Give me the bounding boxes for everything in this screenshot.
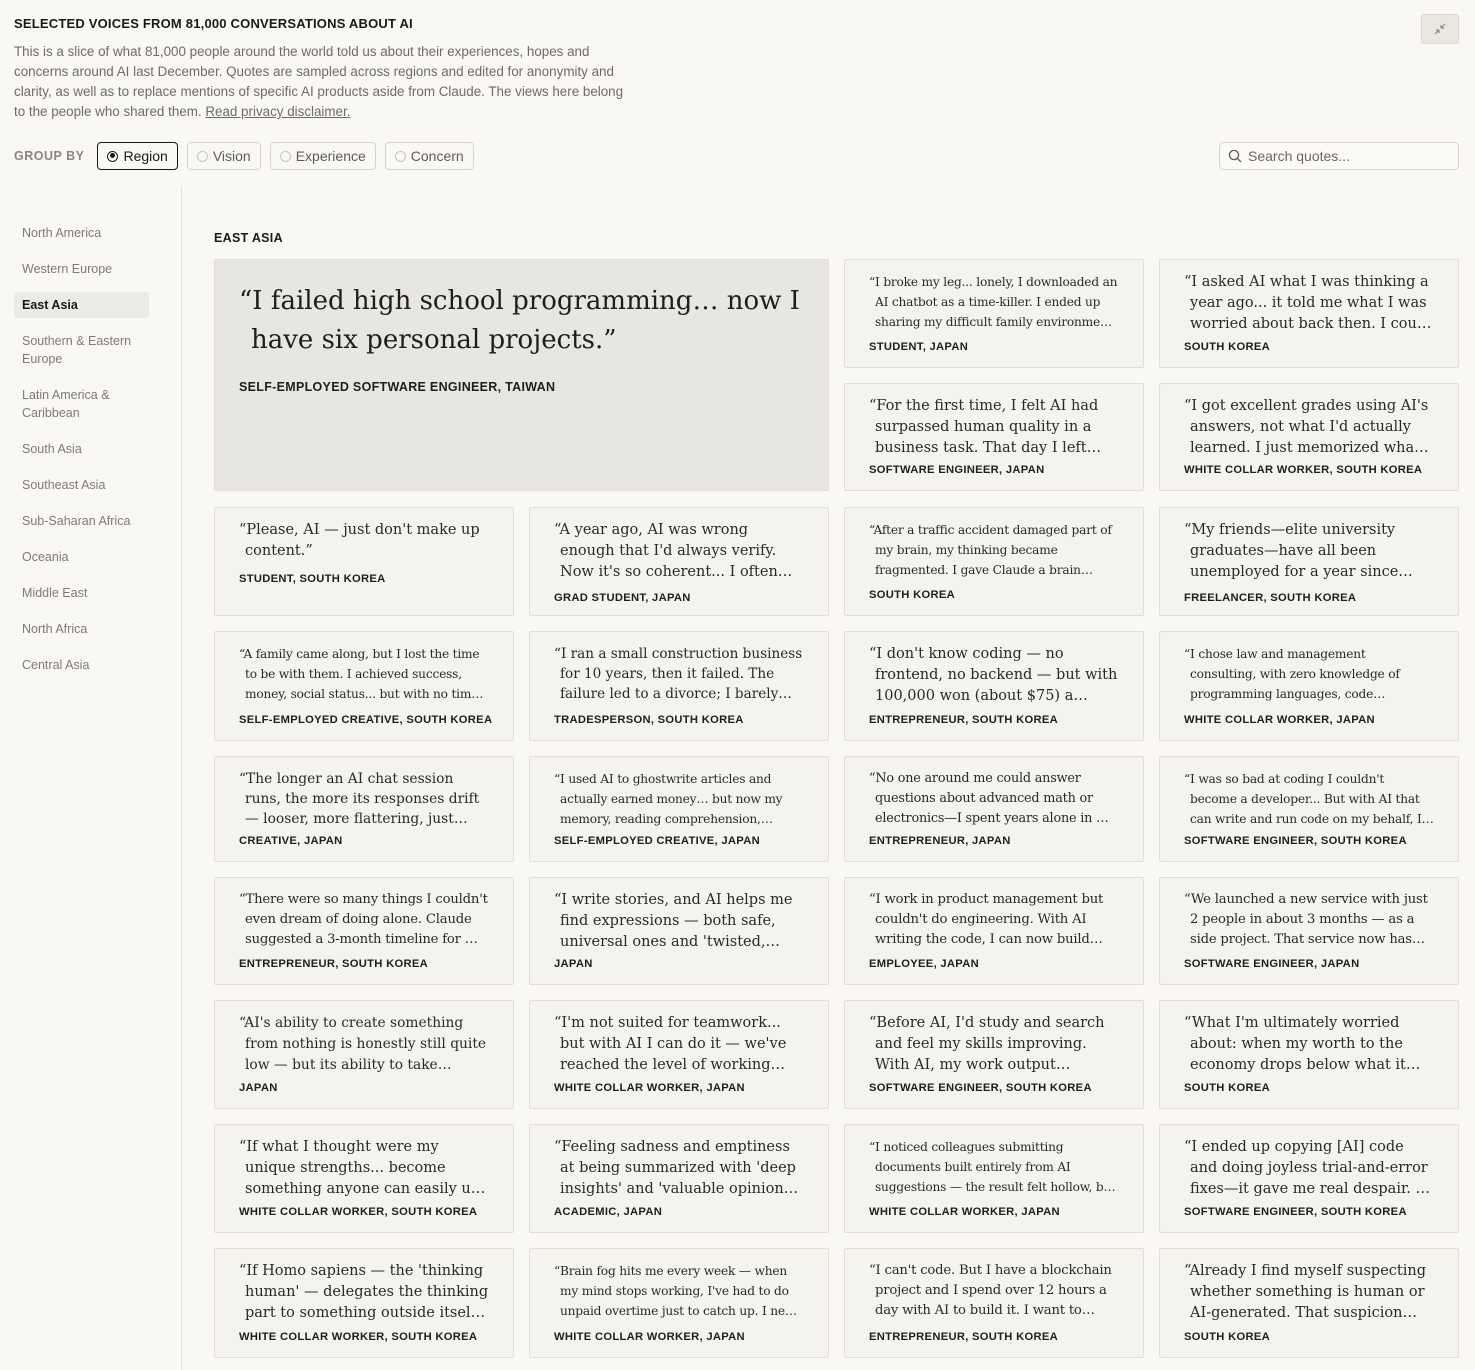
quote-text: “Please, AI — just don't make up content.” [239,522,480,559]
collapse-button[interactable] [1421,14,1459,44]
quote-card[interactable] [1159,259,1459,368]
quote-attribution: SOFTWARE ENGINEER, JAPAN [869,464,1045,476]
sidebar-item-north-america[interactable]: North America [22,226,102,240]
quote-text: “AI's ability to create something from nothing is honestly still quite low — but its ability to take [239,1015,487,1073]
quote-text: “I chose law and management consulting, with zero knowledge of programming languages, code [1184,647,1400,701]
quote-attribution: SOFTWARE ENGINEER, SOUTH KOREA [869,1082,1092,1094]
quote-text: “A family came along, but I lost the time to be with them. I achieved success, money, social status... but with no time, [239,647,482,701]
quote-card[interactable] [1159,1000,1459,1109]
quote-text: “I can't code. But I have a blockchain project and I spend over 12 hours a day with AI to build it. I want to [869,1263,1112,1318]
quote-card[interactable] [214,1000,514,1109]
quote-attribution: SELF-EMPLOYED CREATIVE, SOUTH KOREA [239,714,493,726]
sidebar-item-central-asia[interactable]: Central Asia [22,658,90,672]
quote-text: “There were so many things I couldn't even dream of doing alone. Claude suggested a 3-month timeline for my [239,892,488,947]
quote-attribution: EMPLOYEE, JAPAN [869,958,979,970]
group-option-region[interactable] [97,142,177,170]
quote-text: “I ended up copying [AI] code and doing joyless trial-and-error fixes—it gave me real despair. A [1184,1139,1428,1197]
quote-text: “No one around me could answer questions about advanced math or electronics—I spent years alone in my [869,771,1116,826]
quote-card[interactable] [844,383,1144,491]
quote-card[interactable] [1159,1124,1459,1233]
quote-text: “I don't know coding — no frontend, no backend — but with 100,000 won (about $75) a [869,646,1118,704]
quote-attribution: WHITE COLLAR WORKER, JAPAN [554,1331,745,1343]
quote-card[interactable] [214,877,514,985]
quote-card[interactable] [214,756,514,862]
quote-attribution: WHITE COLLAR WORKER, JAPAN [869,1206,1060,1218]
sidebar-item-middle-east[interactable]: Middle East [22,586,88,600]
quote-attribution: SOUTH KOREA [1184,1082,1270,1094]
quote-card[interactable] [529,756,829,862]
quote-text: “If Homo sapiens — the 'thinking human' — delegates the thinking part to something outside itself, [239,1263,489,1321]
group-option-label: Region [123,148,168,164]
quote-attribution: WHITE COLLAR WORKER, JAPAN [554,1082,745,1094]
quote-card[interactable] [844,259,1144,368]
group-option-label: Vision [212,148,251,164]
search-box [1219,142,1459,170]
quote-attribution: WHITE COLLAR WORKER, SOUTH KOREA [239,1331,478,1343]
quote-card[interactable] [1159,1248,1459,1358]
quote-text: “I failed high school programming… now I have six personal projects.” [239,286,800,355]
quote-card[interactable] [529,631,829,741]
quote-attribution: ACADEMIC, JAPAN [554,1206,663,1218]
quote-text: “Brain fog hits me every week — when my mind stops working, I've had to do unpaid overtime just to catch up. I need [554,1264,800,1318]
radio-icon [280,151,291,162]
quote-text: “If what I thought were my unique strengths... become something anyone can easily use [239,1139,487,1197]
quote-text: “The longer an AI chat session runs, the more its responses drift — looser, more flattering, just [239,771,480,827]
sidebar-item-southern-eastern-europe[interactable]: Southern & Eastern Europe [22,334,132,366]
sidebar-item-sub-saharan-africa[interactable]: Sub-Saharan Africa [22,514,131,528]
quote-text: “I ran a small construction business for 10 years, then it failed. The failure led to a divorce; I barely [554,646,803,702]
quote-text: “I broke my leg... lonely, I downloaded an AI chatbot as a time-killer. I ended up sharing my difficult family environment [869,275,1118,329]
group-option-label: Experience [295,148,366,164]
collapse-icon [1433,22,1447,36]
quote-text: “I'm not suited for teamwork... but with AI I can do it — we've reached the level of working [554,1015,787,1073]
quote-card[interactable] [844,1124,1144,1233]
quote-attribution: TRADESPERSON, SOUTH KOREA [554,714,744,726]
sidebar-item-latin-america-caribbean[interactable]: Latin America & Caribbean [22,388,110,420]
quote-attribution: WHITE COLLAR WORKER, JAPAN [1184,714,1375,726]
sidebar-divider [181,186,182,1370]
section-title: EAST ASIA [214,231,283,245]
quote-card[interactable] [1159,383,1459,491]
quote-attribution: SELF-EMPLOYED SOFTWARE ENGINEER, TAIWAN [239,380,556,394]
quote-attribution: WHITE COLLAR WORKER, SOUTH KOREA [239,1206,478,1218]
region-sidebar [14,220,149,688]
quote-attribution: GRAD STUDENT, JAPAN [554,592,691,604]
quote-card[interactable] [529,507,829,616]
quote-text: “Already I find myself suspecting whether something is human or AI-generated. That suspicion [1184,1263,1426,1321]
quote-card[interactable] [844,1000,1144,1109]
quote-text: “I got excellent grades using AI's answers, not what I'd actually learned. I just memorized what [1184,398,1429,456]
quote-text: “I was so bad at coding I couldn't become a developer... But with AI that can write and run code on my behalf, I [1184,772,1422,826]
quote-attribution: STUDENT, SOUTH KOREA [239,573,386,585]
search-input[interactable] [1248,148,1448,164]
quote-text: “What I'm ultimately worried about: when my worth to the economy drops below what it [1184,1015,1406,1073]
sidebar-item-east-asia[interactable]: East Asia [14,292,149,318]
quote-attribution: JAPAN [239,1082,278,1094]
intro-text [14,42,634,122]
page-title: SELECTED VOICES FROM 81,000 CONVERSATIONS ABOUT AI [14,16,413,31]
sidebar-item-north-africa[interactable]: North Africa [22,622,88,636]
quote-attribution: ENTREPRENEUR, SOUTH KOREA [869,1331,1059,1343]
featured-quote-card[interactable] [214,259,829,491]
quote-card[interactable] [529,1000,829,1109]
quote-card[interactable] [529,877,829,985]
group-by-label: GROUP BY [14,149,85,163]
sidebar-item-southeast-asia[interactable]: Southeast Asia [22,478,106,492]
group-by-bar [14,142,483,170]
quote-attribution: SOUTH KOREA [1184,1331,1270,1343]
quote-card[interactable] [214,1248,514,1358]
quote-attribution: STUDENT, JAPAN [869,341,969,353]
quote-text: “I used AI to ghostwrite articles and actually earned money… but now my memory, reading comprehension, [554,772,783,826]
sidebar-item-oceania[interactable]: Oceania [22,550,69,564]
quote-text: “I asked AI what I was thinking a year ago... it told me what I was worried about back then. I could [1184,274,1431,332]
quote-text: “We launched a new service with just 2 people in about 3 months — as a side project. That service now has [1184,892,1428,947]
radio-selected-icon [107,151,118,162]
quote-card[interactable] [214,507,514,616]
quote-card[interactable] [844,631,1144,741]
intro-body: This is a slice of what 81,000 people around the world told us about their experiences, hopes and concerns around AI last December. Quotes are sampled across regions and edited for anonymity and clarity, as well as to replace mentions of specific AI products aside from Claude. The views here belong to the people who shared them. [14,44,624,119]
quote-attribution: SOUTH KOREA [1184,341,1270,353]
quote-card[interactable] [1159,507,1459,616]
quote-attribution: SOFTWARE ENGINEER, SOUTH KOREA [1184,1206,1407,1218]
quote-attribution: SOUTH KOREA [869,589,955,601]
radio-icon [197,151,208,162]
page-header [14,16,634,122]
quote-card[interactable] [214,1124,514,1233]
quote-attribution: SOFTWARE ENGINEER, SOUTH KOREA [1184,835,1407,847]
sidebar-item-south-asia[interactable]: South Asia [22,442,82,456]
quote-attribution: JAPAN [554,958,593,970]
quote-card[interactable] [1159,877,1459,985]
quote-card[interactable] [1159,756,1459,862]
quote-card[interactable] [844,507,1144,616]
quote-attribution: FREELANCER, SOUTH KOREA [1184,592,1357,604]
search-icon [1228,149,1242,163]
quote-card[interactable] [844,877,1144,985]
quote-attribution: ENTREPRENEUR, SOUTH KOREA [869,714,1059,726]
group-option-concern[interactable] [385,142,474,170]
group-option-label: Concern [410,148,464,164]
quote-attribution: CREATIVE, JAPAN [239,835,343,847]
quote-attribution: ENTREPRENEUR, SOUTH KOREA [239,958,429,970]
quote-attribution: ENTREPRENEUR, JAPAN [869,835,1011,847]
quote-text: “I write stories, and AI helps me find expressions — both safe, universal ones and 'twisted, [554,892,793,950]
quote-text: “After a traffic accident damaged part of my brain, my thinking became fragmented. I gave Claude a brain [869,523,1112,577]
privacy-disclaimer-link[interactable]: Read privacy disclaimer. [205,104,351,119]
quote-text: “I noticed colleagues submitting documents built entirely from AI suggestions — the result felt hollow, but [869,1140,1116,1194]
group-option-vision[interactable] [187,142,261,170]
group-option-experience[interactable] [270,142,376,170]
quote-card[interactable] [844,1248,1144,1358]
quote-text: “My friends—elite university graduates—have all been unemployed for a year since [1184,522,1399,580]
quote-attribution: SELF-EMPLOYED CREATIVE, JAPAN [554,835,760,847]
quote-text: “Feeling sadness and emptiness at being summarized with 'deep insights' and 'valuable opinions' [554,1139,796,1197]
quote-attribution: WHITE COLLAR WORKER, SOUTH KOREA [1184,464,1423,476]
sidebar-item-western-europe[interactable]: Western Europe [22,262,113,276]
quote-card[interactable] [1159,631,1459,741]
quote-text: “I work in product management but couldn't do engineering. With AI writing the code, I can now build [869,892,1104,947]
quote-card[interactable] [214,631,514,741]
quote-attribution: SOFTWARE ENGINEER, JAPAN [1184,958,1360,970]
quote-text: “Before AI, I'd study and search and feel my skills improving. With AI, my work output [869,1015,1105,1073]
quote-text: “A year ago, AI was wrong enough that I'd always verify. Now it's so coherent... I often [554,522,778,580]
quote-card[interactable] [529,1124,829,1233]
quote-card[interactable] [529,1248,829,1358]
quote-text: “For the first time, I felt AI had surpassed human quality in a business task. That day I left [869,398,1099,456]
radio-icon [395,151,406,162]
quote-card[interactable] [844,756,1144,862]
